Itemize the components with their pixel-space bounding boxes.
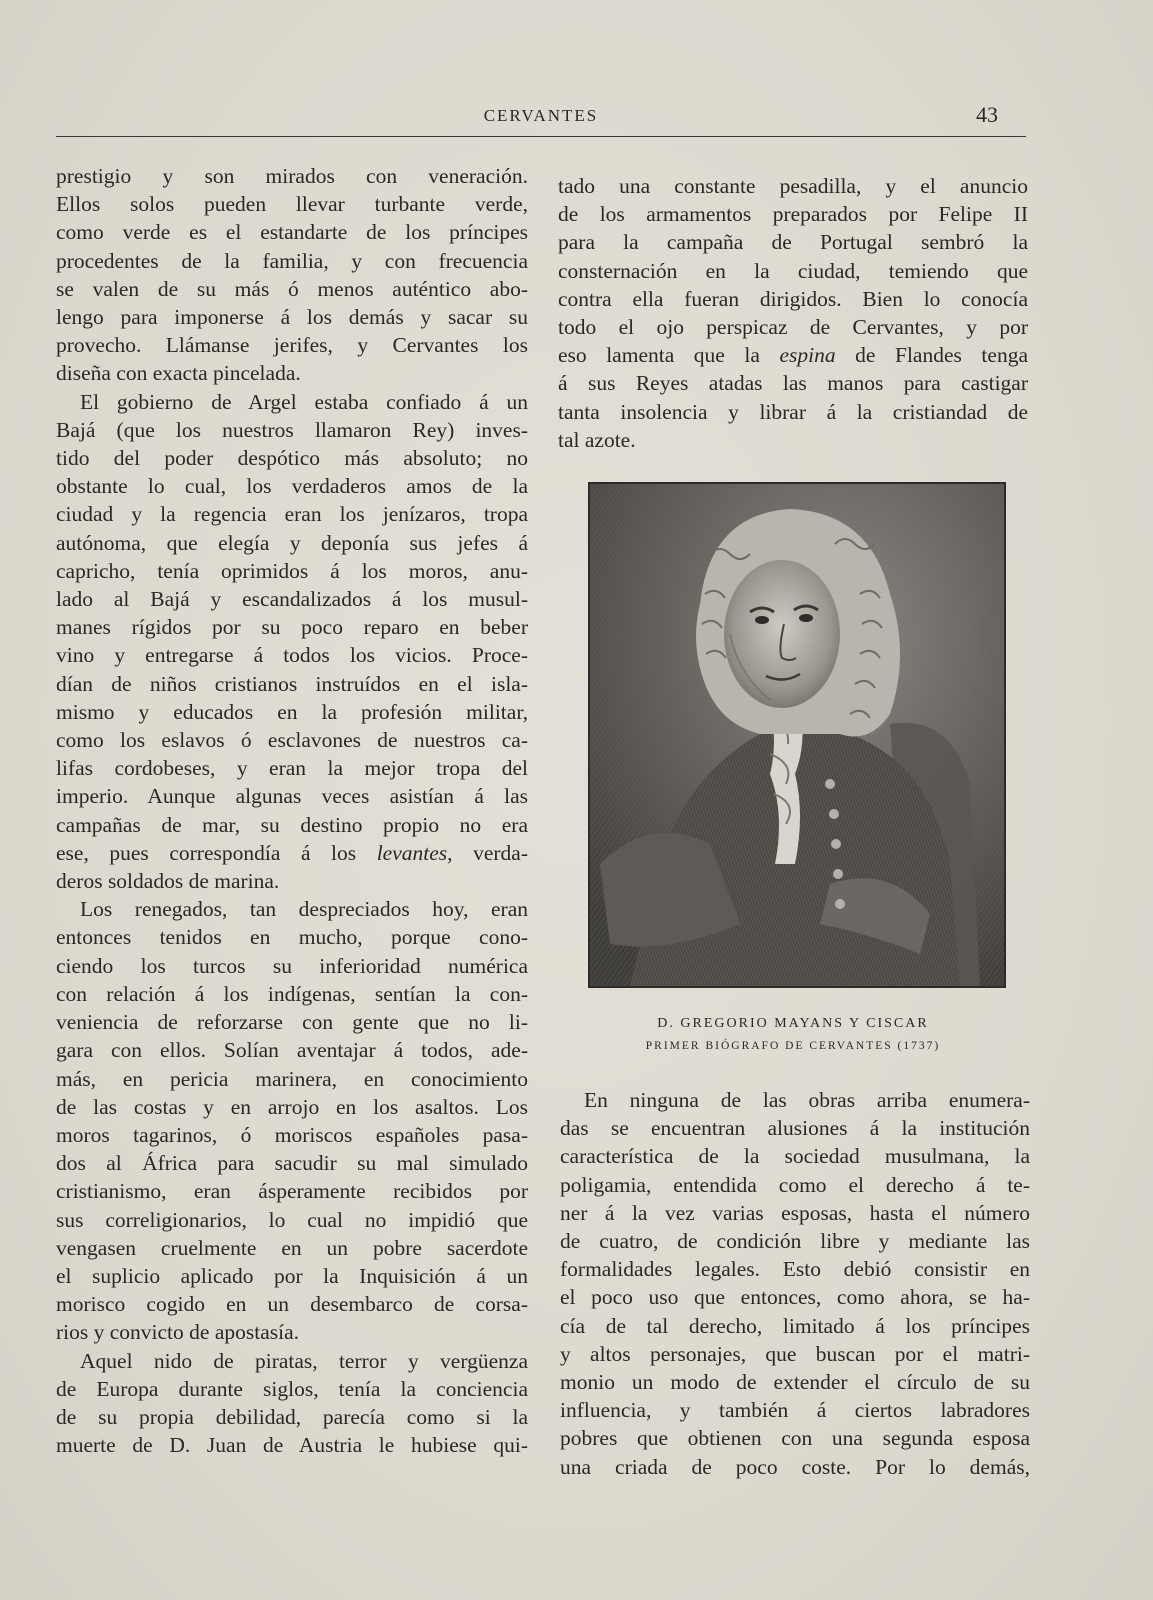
text-line: mismo y educados en la profesión militar, xyxy=(56,699,528,724)
figure-caption-name: D. GREGORIO MAYANS Y CISCAR xyxy=(657,1016,929,1031)
text-line: gara con ellos. Solían aventajar á todos, ade- xyxy=(56,1038,528,1063)
text-line: más, en pericia marinera, en conocimiento xyxy=(56,1066,528,1091)
text-line: ciudad y la regencia eran los jenízaros, tropa xyxy=(56,502,528,527)
text-line: ciendo los turcos su inferioridad numérica xyxy=(56,953,528,978)
text-line: influencia, y también á ciertos labradores xyxy=(560,1398,1030,1423)
text-line: de su propia debilidad, parecía como si la xyxy=(56,1404,528,1429)
text-line: moros tagarinos, ó moriscos españoles pasa- xyxy=(56,1122,528,1147)
portrait-illustration xyxy=(590,484,1004,986)
text-line: das se encuentran alusiones á la institución xyxy=(560,1116,1030,1141)
running-head xyxy=(56,100,1026,136)
text-line: En ninguna de las obras arriba enumera- xyxy=(584,1088,1030,1112)
text-line: rios y convicto de apostasía. xyxy=(56,1320,300,1345)
text-line: poligamia, entendida como el derecho á te- xyxy=(560,1172,1030,1197)
text-line: ner á la vez varias esposas, hasta el número xyxy=(560,1200,1030,1225)
text-line: veniencia de reforzarse con gente que no li- xyxy=(56,1010,528,1035)
text-line: el poco uso que entonces, como ahora, se ha- xyxy=(560,1285,1030,1310)
header-rule xyxy=(56,136,1026,137)
text-line: diseña con exacta pincelada. xyxy=(56,361,301,386)
text-line: morisco cogido en un desembarco de corsa- xyxy=(56,1292,528,1317)
text-line: como verde es el estandarte de los príncipes xyxy=(56,220,528,245)
text-line: contra ella fueran dirigidos. Bien lo conocía xyxy=(558,286,1028,311)
text-line: dían de niños cristianos instruídos en el isla- xyxy=(56,671,528,696)
text-line: tido del poder despótico más absoluto; no xyxy=(56,446,528,471)
text-line: con relación á los indígenas, sentían la con- xyxy=(56,981,528,1006)
text-line: lifas cordobeses, y eran la mejor tropa del xyxy=(56,756,528,781)
text-line: tado una constante pesadilla, y el anuncio xyxy=(558,174,1028,198)
text-line: eso lamenta que la espina de Flandes tenga xyxy=(558,343,1028,368)
text-line: como los eslavos ó esclavones de nuestros ca- xyxy=(56,728,528,753)
text-line: se valen de su más ó menos auténtico abo- xyxy=(56,276,528,301)
text-line: manes rígidos por su poco reparo en beber xyxy=(56,615,528,640)
text-line: para la campaña de Portugal sembró la xyxy=(558,230,1028,255)
text-line: de las costas y en arrojo en los asaltos. Los xyxy=(56,1094,528,1119)
text-line: sus correligionarios, lo cual no impidió que xyxy=(56,1207,528,1232)
text-line: provecho. Llámanse jerifes, y Cervantes los xyxy=(56,333,528,358)
text-line: monio un modo de extender el círculo de su xyxy=(560,1370,1030,1395)
text-line: consternación en la ciudad, temiendo que xyxy=(558,258,1028,283)
text-line: Aquel nido de piratas, terror y vergüenza xyxy=(80,1348,528,1373)
text-line: de cuatro, de condición libre y mediante las xyxy=(560,1229,1030,1254)
page-number: 43 xyxy=(976,102,998,127)
portrait-engraving xyxy=(588,482,1006,988)
text-line: pobres que obtienen con una segunda esposa xyxy=(560,1426,1030,1451)
text-line: autónoma, que elegía y deponía sus jefes á xyxy=(56,530,528,555)
text-line: cía de tal derecho, limitado á los príncipes xyxy=(560,1313,1030,1338)
text-line: campañas de mar, su destino propio no era xyxy=(56,812,528,837)
text-line: lado al Bajá y escandalizados á los musul- xyxy=(56,587,528,612)
text-line: prestigio y son mirados con veneración. xyxy=(56,164,528,188)
text-line: Ellos solos pueden llevar turbante verde, xyxy=(56,192,528,217)
text-line: formalidades legales. Esto debió consistir en xyxy=(560,1257,1030,1282)
text-line: tanta insolencia y librar á la cristiandad de xyxy=(558,399,1028,424)
text-line: obstante lo cual, los verdaderos amos de la xyxy=(56,474,528,499)
text-line: procedentes de la familia, y con frecuencia xyxy=(56,248,528,273)
text-line: Los renegados, tan despreciados hoy, eran xyxy=(80,897,528,922)
text-line: á sus Reyes atadas las manos para castigar xyxy=(558,371,1028,396)
text-line: característica de la sociedad musulmana, la xyxy=(560,1144,1030,1169)
right-column-bottom xyxy=(560,1086,1030,1481)
text-line: imperio. Aunque algunas veces asistían á las xyxy=(56,784,528,809)
text-line: El gobierno de Argel estaba confiado á un xyxy=(80,389,528,414)
running-title: CERVANTES xyxy=(483,106,599,125)
text-line: lengo para imponerse á los demás y sacar su xyxy=(56,305,528,330)
text-line: vengasen cruelmente en un pobre sacerdote xyxy=(56,1235,528,1260)
text-line: muerte de D. Juan de Austria le hubiese qui- xyxy=(56,1433,528,1458)
text-line: de los armamentos preparados por Felipe II xyxy=(558,202,1028,227)
text-line: cristianismo, eran ásperamente recibidos por xyxy=(56,1179,528,1204)
text-line: deros soldados de marina. xyxy=(56,869,280,894)
text-line: el suplicio aplicado por la Inquisición á un xyxy=(56,1263,528,1288)
text-line: una criada de poco coste. Por lo demás, xyxy=(560,1454,1030,1479)
text-line: Bajá (que los nuestros llamaron Rey) inves- xyxy=(56,417,528,442)
text-line: todo el ojo perspicaz de Cervantes, y por xyxy=(558,315,1028,340)
text-line: vino y entregarse á todos los vicios. Proce- xyxy=(56,643,528,668)
text-line: entonces tenidos en mucho, porque cono- xyxy=(56,925,528,950)
text-line: de Europa durante siglos, tenía la conciencia xyxy=(56,1376,528,1401)
text-line: ese, pues correspondía á los levantes, verda- xyxy=(56,840,528,865)
text-line: y altos personajes, que buscan por el matri- xyxy=(560,1341,1030,1366)
figure-caption-subtitle: PRIMER BIÓGRAFO DE CERVANTES (1737) xyxy=(645,1040,941,1052)
text-line: capricho, tenía oprimidos á los moros, anu- xyxy=(56,558,528,583)
left-column xyxy=(56,162,528,1459)
text-line: dos al África para sacudir su mal simulado xyxy=(56,1151,528,1176)
text-line: tal azote. xyxy=(558,427,636,452)
right-column-top xyxy=(558,172,1028,454)
